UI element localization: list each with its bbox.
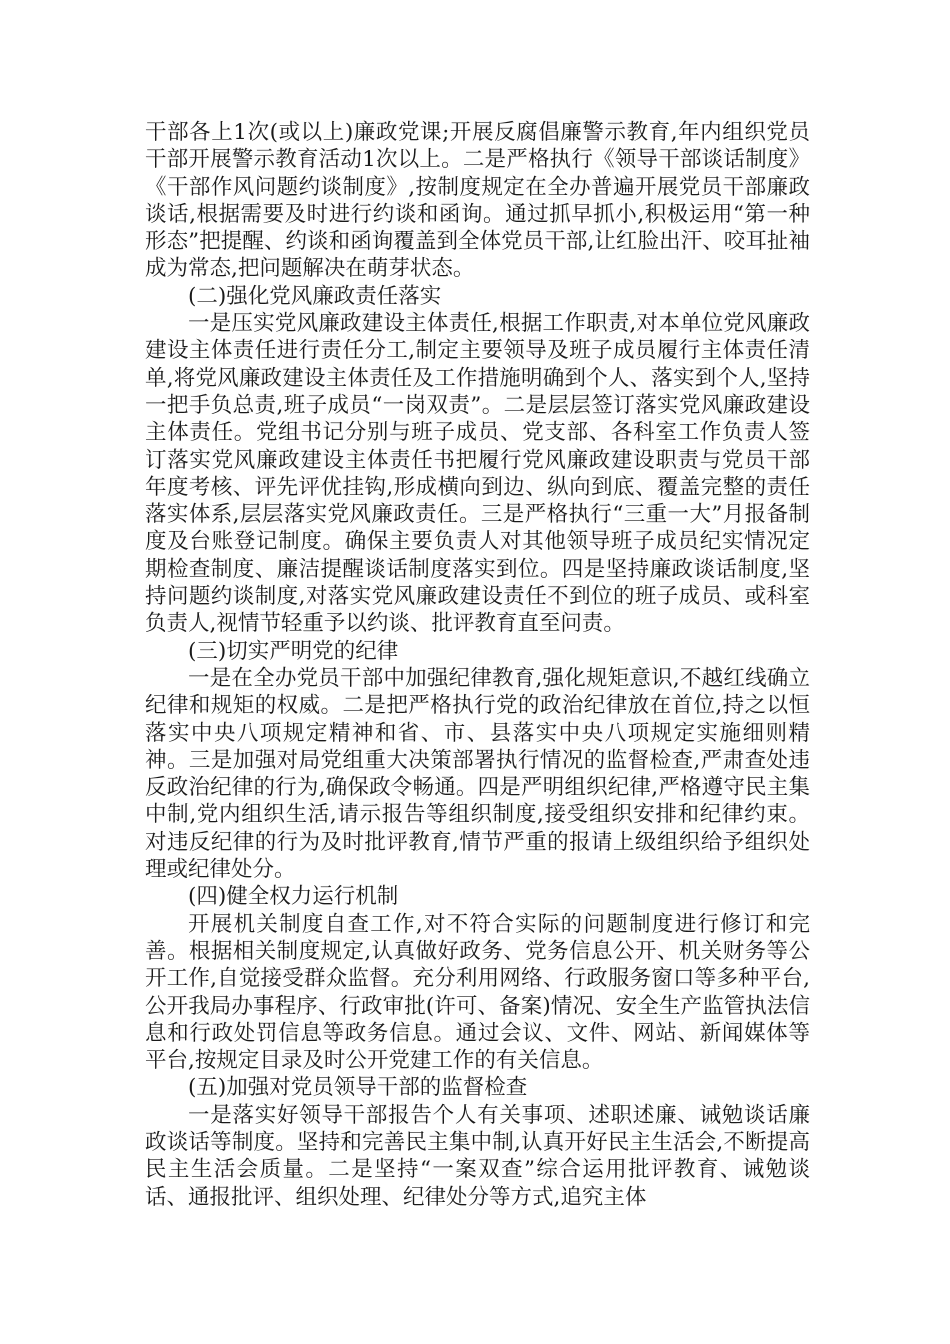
section-heading: (四)健全权力运行机制 <box>188 884 399 910</box>
section-heading: (二)强化党风廉政责任落实 <box>188 283 442 309</box>
body-paragraph: 开展机关制度自查工作,对不符合实际的问题制度进行修订和完善。根据相关制度规定,认真做好政务、党务信息公开、机关财务等公开工作,自觉接受群众监督。充分利用网络、行政服务窗口等多种平台,公开我局办事程序、行政审批(许可、备案)情况、安全生产监管执法信息和行政处罚信息等政务信息。通过会议、文件、网站、新闻媒体等平台,按规定目录及时公开党建工作的有关信息。 <box>145 911 810 1074</box>
body-paragraph: 一是在全办党员干部中加强纪律教育,强化规矩意识,不越红线确立纪律和规矩的权威。二是把严格执行党的政治纪律放在首位,持之以恒落实中央八项规定精神和省、市、县落实中央八项规定实施细则精神。三是加强对局党组重大决策部署执行情况的监督检查,严肃查处违反政治纪律的行为,确保政令畅通。四是严明组织纪律,严格遵守民主集中制,党内组织生活,请示报告等组织制度,接受组织安排和纪律约束。对违反纪律的行为及时批评教育,情节严重的报请上级组织给予组织处理或纪律处分。 <box>145 665 810 883</box>
body-paragraph: 一是压实党风廉政建设主体责任,根据工作职责,对本单位党风廉政建设主体责任进行责任分工,制定主要领导及班子成员履行主体责任清单,将党风廉政建设主体责任及工作措施明确到个人、落实到个人,坚持一把手负总责,班子成员“一岗双责”。二是层层签订落实党风廉政建设主体责任。党组书记分别与班子成员、党支部、各科室工作负责人签订落实党风廉政建设主体责任书把履行党风廉政建设职责与党员干部年度考核、评先评优挂钩,形成横向到边、纵向到底、覆盖完整的责任落实体系,层层落实党风廉政责任。三是严格执行“三重一大”月报备制度及台账登记制度。确保主要负责人对其他领导班子成员纪实情况定期检查制度、廉洁提醒谈话制度落实到位。四是坚持廉政谈话制度,坚持问题约谈制度,对落实党风廉政建设责任不到位的班子成员、或科室负责人,视情节轻重予以约谈、批评教育直至问责。 <box>145 311 810 637</box>
body-paragraph: 干部各上1次(或以上)廉政党课;开展反腐倡廉警示教育,年内组织党员干部开展警示教育活动1次以上。二是严格执行《领导干部谈话制度》《干部作风问题约谈制度》,按制度规定在全办普遍开展党员干部廉政谈话,根据需要及时进行约谈和函询。通过抓早抓小,积极运用“第一种形态”把提醒、约谈和函询覆盖到全体党员干部,让红脸出汗、咬耳扯袖成为常态,把问题解决在萌芽状态。 <box>145 120 810 282</box>
section-heading: (三)切实严明党的纪律 <box>188 638 399 664</box>
section-heading: (五)加强对党员领导干部的监督检查 <box>188 1075 528 1101</box>
document-page <box>145 119 810 1211</box>
body-paragraph: 一是落实好领导干部报告个人有关事项、述职述廉、诫勉谈话廉政谈话等制度。坚持和完善民主集中制,认真开好民主生活会,不断提高民主生活会质量。二是坚持“一案双查”综合运用批评教育、诫勉谈话、通报批评、组织处理、纪律处分等方式,追究主体 <box>145 1102 810 1210</box>
